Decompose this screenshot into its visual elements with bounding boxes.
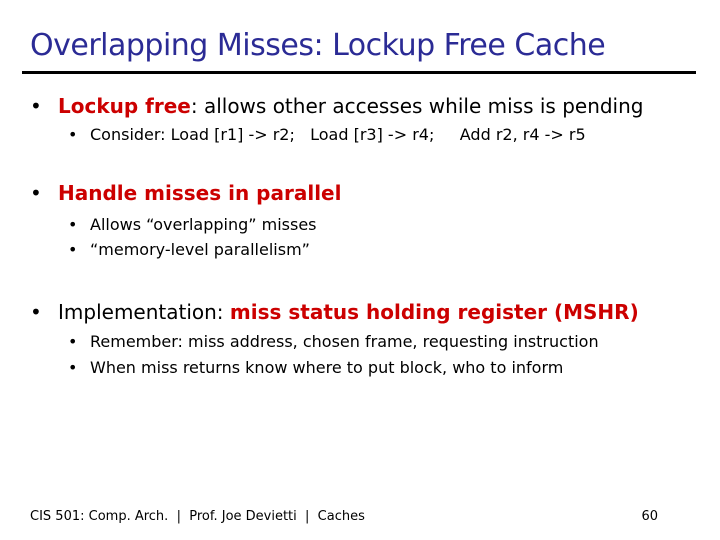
sub-bullet-text: Remember: miss address, chosen frame, requesting instruction: [90, 332, 599, 351]
sub-bullet-text: When miss returns know where to put block, who to inform: [90, 358, 564, 377]
bullet-emphasis: Handle misses in parallel: [58, 181, 342, 205]
bullet-dot-icon: •: [30, 300, 42, 324]
sub-bullet-when-miss-returns: [68, 358, 563, 377]
bullet-dot-icon: •: [30, 94, 42, 118]
sub-bullet-remember: [68, 332, 599, 351]
bullet-text: Implementation:: [58, 300, 230, 324]
sub-bullet-overlapping: [68, 215, 317, 234]
sub-bullet-text: “memory-level parallelism”: [90, 240, 310, 259]
bullet-emphasis: Lockup free: [58, 94, 191, 118]
bullet-handle-misses: [30, 181, 341, 205]
bullet-lockup-free: [30, 94, 644, 118]
page-number: 60: [641, 509, 658, 524]
footer-course-info: CIS 501: Comp. Arch. | Prof. Joe Devietti | Caches: [30, 509, 365, 524]
sub-bullet-dot-icon: •: [68, 332, 78, 351]
sub-bullet-text: Consider: Load [r1] -> r2; Load [r3] -> r4; Add r2, r4 -> r5: [90, 125, 586, 144]
sub-bullet-dot-icon: •: [68, 215, 78, 234]
bullet-emphasis: miss status holding register (MSHR): [229, 300, 639, 324]
sub-bullet-dot-icon: •: [68, 125, 78, 144]
sub-bullet-dot-icon: •: [68, 358, 78, 377]
sub-bullet-dot-icon: •: [68, 240, 78, 259]
bullet-implementation: [30, 300, 639, 324]
slide-title: Overlapping Misses: Lockup Free Cache: [30, 28, 606, 63]
sub-bullet-consider: [68, 125, 586, 144]
bullet-text: : allows other accesses while miss is pending: [190, 94, 644, 118]
sub-bullet-mlp: [68, 240, 310, 259]
sub-bullet-text: Allows “overlapping” misses: [90, 215, 317, 234]
title-divider: [22, 71, 696, 74]
bullet-dot-icon: •: [30, 181, 42, 205]
